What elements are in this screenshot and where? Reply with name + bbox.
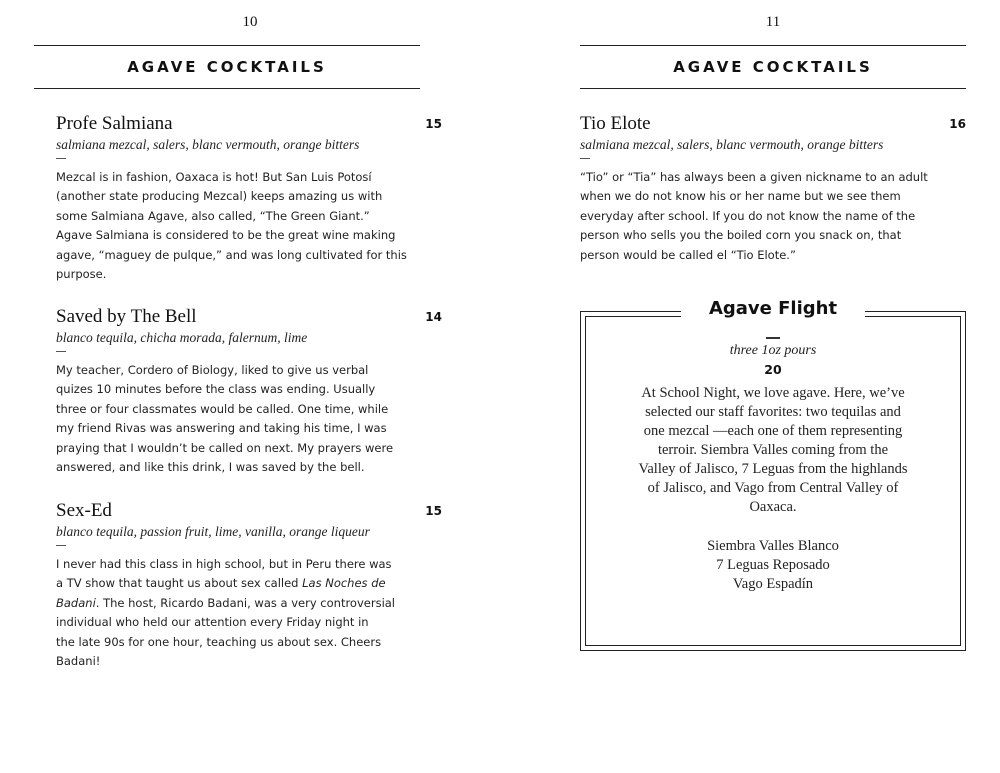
divider-dash (56, 540, 442, 553)
desc-line: some Salmiana Agave, also called, “The Green Giant.” (56, 208, 370, 223)
desc-line: answered, and like this drink, I was saved by the bell. (56, 460, 365, 475)
flight-title: Agave Flight (681, 298, 865, 319)
desc-line: Oaxaca. (749, 499, 797, 515)
item-price: 15 (425, 117, 442, 131)
item-name: Profe Salmiana (56, 113, 173, 134)
desc-line: one mezcal —each one of them representing (643, 423, 903, 439)
desc-text: . The host, Ricardo Badani, was a very controversial (95, 595, 396, 610)
desc-line: of Jalisco, and Vago from Central Valley of (647, 480, 899, 496)
flight-description (611, 384, 935, 517)
item-description (580, 168, 966, 265)
page-number: 10 (242, 14, 258, 30)
item-description (56, 168, 442, 284)
item-price: 14 (425, 310, 442, 324)
desc-line: Agave Salmiana is considered to be the great wine making (56, 228, 396, 243)
item-ingredients: salmiana mezcal, salers, blanc vermouth, orange bitters (56, 137, 360, 152)
desc-text: a TV show that taught us about sex called (56, 576, 303, 591)
desc-line: My teacher, Cordero of Biology, liked to give us verbal (56, 363, 369, 377)
divider-dash (56, 153, 442, 166)
pour-item: 7 Leguas Reposado (716, 557, 830, 573)
pour-item: Siembra Valles Blanco (707, 538, 839, 554)
page-number: 11 (765, 14, 781, 30)
item-ingredients: blanco tequila, chicha morada, falernum, lime (56, 330, 308, 345)
item-price: 16 (949, 117, 966, 131)
item-ingredients: salmiana mezcal, salers, blanc vermouth, orange bitters (580, 137, 884, 152)
desc-line: my friend Rivas was answering and taking his time, I was (56, 421, 387, 436)
item-ingredients: blanco tequila, passion fruit, lime, vanilla, orange liqueur (56, 524, 370, 539)
divider-dash (56, 346, 442, 359)
item-description (56, 361, 442, 477)
item-name: Tio Elote (580, 113, 651, 134)
item-price: 15 (425, 504, 442, 518)
section-header: AGAVE COCKTAILS (34, 45, 420, 89)
menu-item-profe-salmiana (56, 113, 442, 284)
show-title-text: Las Noches de (302, 576, 386, 591)
desc-line: Badani! (56, 654, 101, 669)
desc-line: individual who held our attention every Friday night in (56, 615, 369, 630)
desc-line: praying that I wouldn’t be called on next. My prayers were (56, 440, 394, 455)
desc-line: the late 90s for one hour, teaching us about sex. Cheers (56, 634, 382, 649)
section-header: AGAVE COCKTAILS (580, 45, 966, 89)
desc-line: terroir. Siembra Valles coming from the (657, 442, 889, 458)
desc-line: purpose. (56, 267, 107, 282)
desc-line: Valley of Jalisco, 7 Leguas from the highlands (638, 461, 908, 477)
flight-pour-list (581, 537, 965, 594)
desc-line: (another state producing Mezcal) keeps amazing us with (56, 189, 383, 204)
desc-line: person who sells you the boiled corn you snack on, that (580, 228, 902, 243)
desc-line: agave, “maguey de pulque,” and was long cultivated for this (56, 247, 407, 262)
desc-line: when we do not know his or her name but we see them (580, 189, 901, 204)
item-description (56, 555, 442, 671)
left-page (34, 0, 466, 773)
desc-line: Mezcal is in fashion, Oaxaca is hot! But San Luis Potosí (56, 170, 372, 184)
desc-line: person would be called el “Tio Elote.” (580, 247, 796, 262)
desc-line: quizes 10 minutes before the class was ending. Usually (56, 382, 376, 397)
menu-item-tio-elote (580, 113, 966, 265)
divider-dash (766, 337, 780, 339)
desc-line: three or four classmates would be called. One time, while (56, 401, 389, 416)
pour-item: Vago Espadín (732, 576, 814, 592)
flight-subtitle: three 1oz pours (729, 343, 817, 358)
menu-item-saved-by-the-bell (56, 306, 442, 477)
item-name: Saved by The Bell (56, 306, 197, 327)
desc-line: selected our staff favorites: two tequilas and (645, 404, 901, 420)
desc-line: I never had this class in high school, but in Peru there was (56, 557, 392, 571)
flight-price: 20 (764, 362, 782, 377)
desc-line: “Tio” or “Tia” has always been a given nickname to an adult (580, 170, 928, 184)
desc-line: everyday after school. If you do not know the name of the (580, 208, 916, 223)
right-page (580, 0, 966, 773)
divider-dash (580, 153, 966, 166)
desc-line (56, 594, 442, 613)
show-title-text: Badani (56, 595, 96, 610)
desc-line: At School Night, we love agave. Here, we’ve (641, 385, 905, 401)
agave-flight-box (580, 298, 966, 651)
desc-line (56, 574, 442, 593)
menu-item-sex-ed (56, 500, 442, 671)
item-name: Sex-Ed (56, 500, 112, 521)
